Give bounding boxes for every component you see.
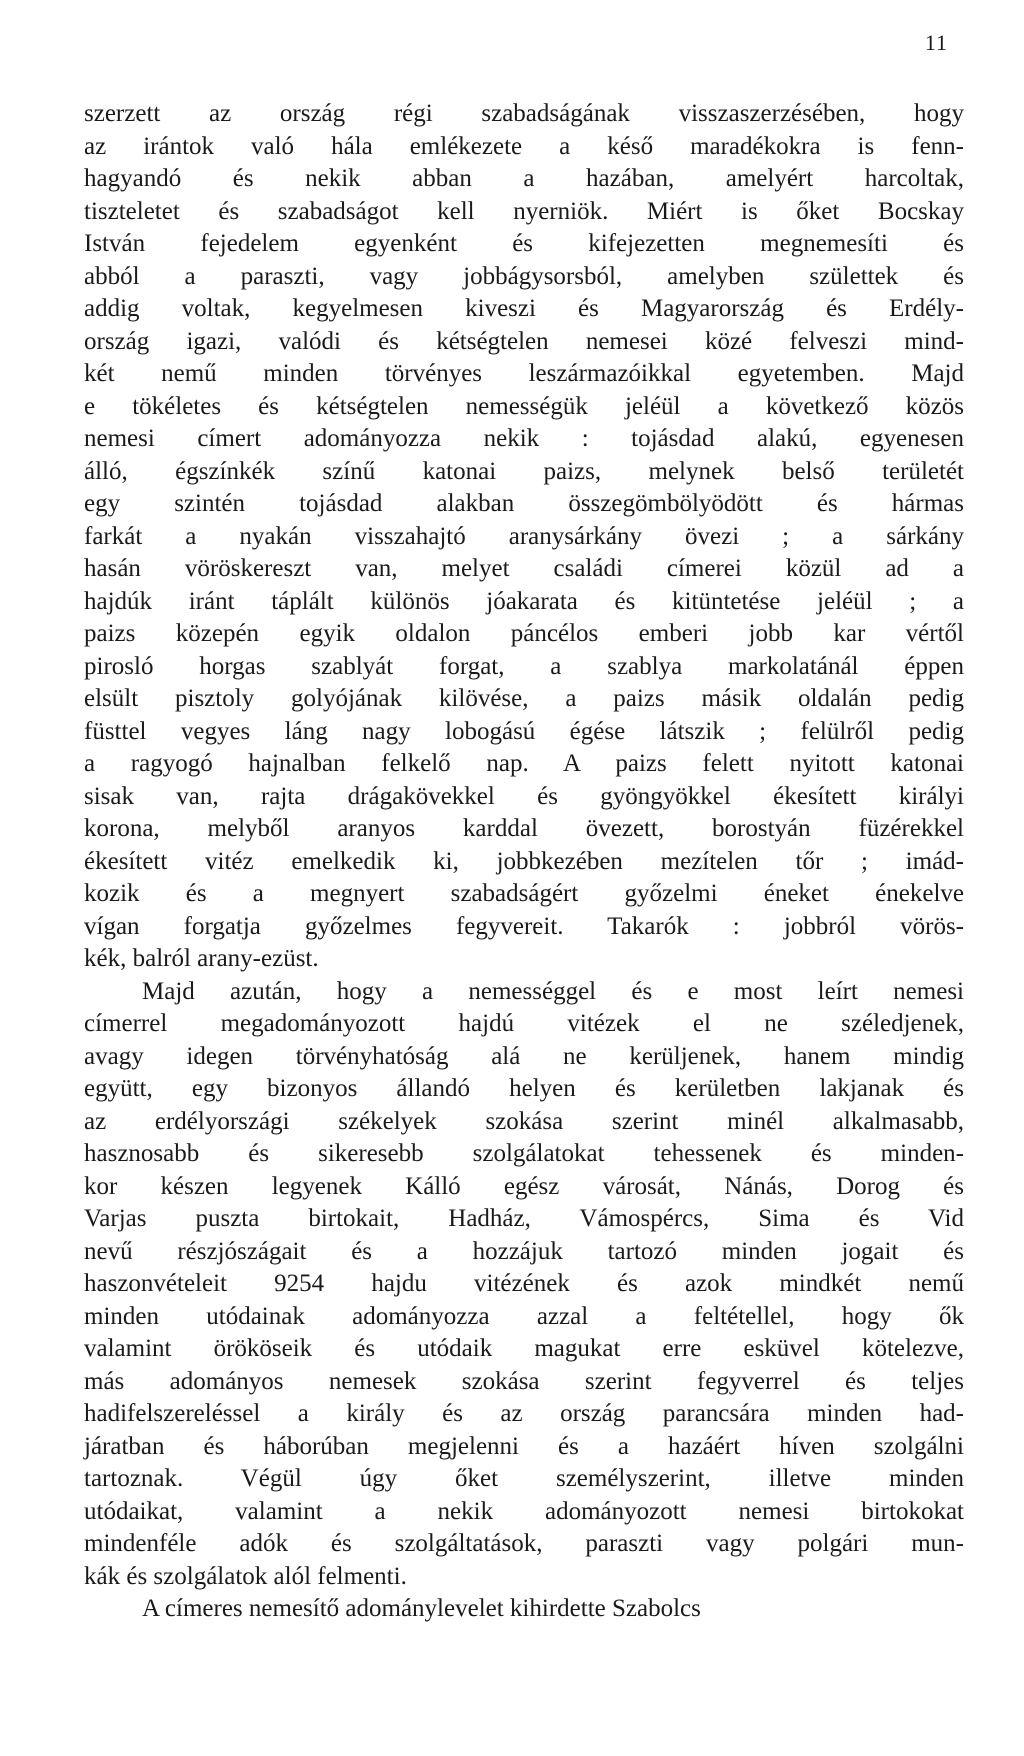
text-line: addig voltak, kegyelmesen kiveszi és Magyarország és Erdély-: [84, 295, 964, 322]
text-line: Varjas puszta birtokait, Hadház, Vámospércs, Sima és Vid: [84, 1205, 964, 1232]
text-line: hadifelszereléssel a király és az ország parancsára minden had-: [84, 1400, 964, 1427]
text-line: járatban és háborúban megjelenni és a hazáért híven szolgálni: [84, 1432, 964, 1460]
text-line: farkát a nyakán visszahajtó aranysárkány övezi ; a sárkány: [84, 522, 964, 550]
text-line: hajdúk iránt táplált különös jóakarata és kitüntetése jeléül ; a: [84, 587, 964, 615]
text-line: együtt, egy bizonyos állandó helyen és kerületben lakjanak és: [84, 1075, 964, 1102]
text-line: mindenféle adók és szolgáltatások, paraszti vagy polgári mun-: [84, 1530, 964, 1557]
text-line: hagyandó és nekik abban a hazában, amelyért harcoltak,: [84, 165, 964, 192]
text-line: nevű részjószágait és a hozzájuk tartozó minden jogait és: [84, 1237, 964, 1265]
paragraph: [84, 976, 964, 1594]
text-line: kor készen legyenek Kálló egész városát, Nánás, Dorog és: [84, 1172, 964, 1200]
text-line: avagy idegen törvényhatóság alá ne kerüljenek, hanem mindig: [84, 1042, 964, 1070]
text-line: hasznosabb és sikeresebb szolgálatokat tehessenek és minden-: [84, 1140, 964, 1167]
text-line: két nemű minden törvényes leszármazóikkal egyetemben. Majd: [84, 360, 964, 387]
page-number: 11: [924, 30, 948, 55]
text-line: korona, melyből aranyos karddal övezett, borostyán füzérekkel: [84, 815, 964, 842]
text-line: pirosló horgas szablyát forgat, a szablya markolatánál éppen: [84, 652, 964, 680]
paragraph: [84, 1593, 964, 1626]
text-line: tiszteletet és szabadságot kell nyerniök. Miért is őket Bocskay: [84, 197, 964, 225]
text-line: füsttel vegyes láng nagy lobogású égése látszik ; felülről pedig: [84, 717, 964, 745]
text-line: szerzett az ország régi szabadságának visszaszerzésében, hogy: [84, 100, 964, 127]
text-line: Majd azután, hogy a nemességgel és e most leírt nemesi: [142, 977, 964, 1005]
text-line: az erdélyországi székelyek szokása szerint minél alkalmasabb,: [84, 1107, 964, 1135]
text-line: kák és szolgálatok alól felmenti.: [84, 1562, 407, 1590]
text-line: abból a paraszti, vagy jobbágysorsból, amelyben születtek és: [84, 262, 964, 290]
text-line: kozik és a megnyert szabadságért győzelmi éneket énekelve: [84, 880, 964, 907]
text-line: nemesi címert adományozza nekik : tojásdad alakú, egyenesen: [84, 425, 964, 452]
text-line: valamint örököseik és utódaik magukat erre esküvel kötelezve,: [84, 1335, 964, 1362]
text-line: elsült pisztoly golyójának kilövése, a paizs másik oldalán pedig: [84, 685, 964, 712]
text-line: hasán vöröskereszt van, melyet családi címerei közül ad a: [84, 555, 964, 582]
text-line: A címeres nemesítő adománylevelet kihirdette Szabolcs: [142, 1595, 701, 1622]
body-text: [84, 98, 964, 1626]
text-line: más adományos nemesek szokása szerint fegyverrel és teljes: [84, 1367, 964, 1395]
text-line: az irántok való hála emlékezete a késő maradékokra is fenn-: [84, 132, 964, 160]
text-line: ország igazi, valódi és kétségtelen nemesei közé felveszi mind-: [84, 327, 964, 355]
text-line: minden utódainak adományozza azzal a feltétellel, hogy ők: [84, 1302, 964, 1330]
text-line: István fejedelem egyenként és kifejezetten megnemesíti és: [84, 230, 964, 257]
text-line: sisak van, rajta drágakövekkel és gyöngyökkel ékesített királyi: [84, 782, 964, 810]
text-line: ékesített vitéz emelkedik ki, jobbkezében mezítelen tőr ; imád-: [84, 847, 964, 875]
text-line: kék, balról arany-ezüst.: [84, 945, 319, 972]
text-line: címerrel megadományozott hajdú vitézek el ne széledjenek,: [84, 1010, 964, 1037]
text-line: e tökéletes és kétségtelen nemességük jeléül a következő közös: [84, 392, 964, 420]
text-line: a ragyogó hajnalban felkelő nap. A paizs felett nyitott katonai: [84, 750, 964, 777]
text-line: egy szintén tojásdad alakban összegömbölyödött és hármas: [84, 490, 964, 517]
text-line: utódaikat, valamint a nekik adományozott nemesi birtokokat: [84, 1497, 964, 1525]
text-line: paizs közepén egyik oldalon páncélos emberi jobb kar vértől: [84, 620, 964, 647]
paragraph: [84, 98, 964, 976]
text-line: tartoznak. Végül úgy őket személyszerint, illetve minden: [84, 1465, 964, 1492]
text-line: haszonvételeit 9254 hajdu vitézének és azok mindkét nemű: [84, 1270, 964, 1297]
text-line: álló, égszínkék színű katonai paizs, melynek belső területét: [84, 457, 964, 485]
text-line: vígan forgatja győzelmes fegyvereit. Takarók : jobbról vörös-: [84, 912, 964, 940]
